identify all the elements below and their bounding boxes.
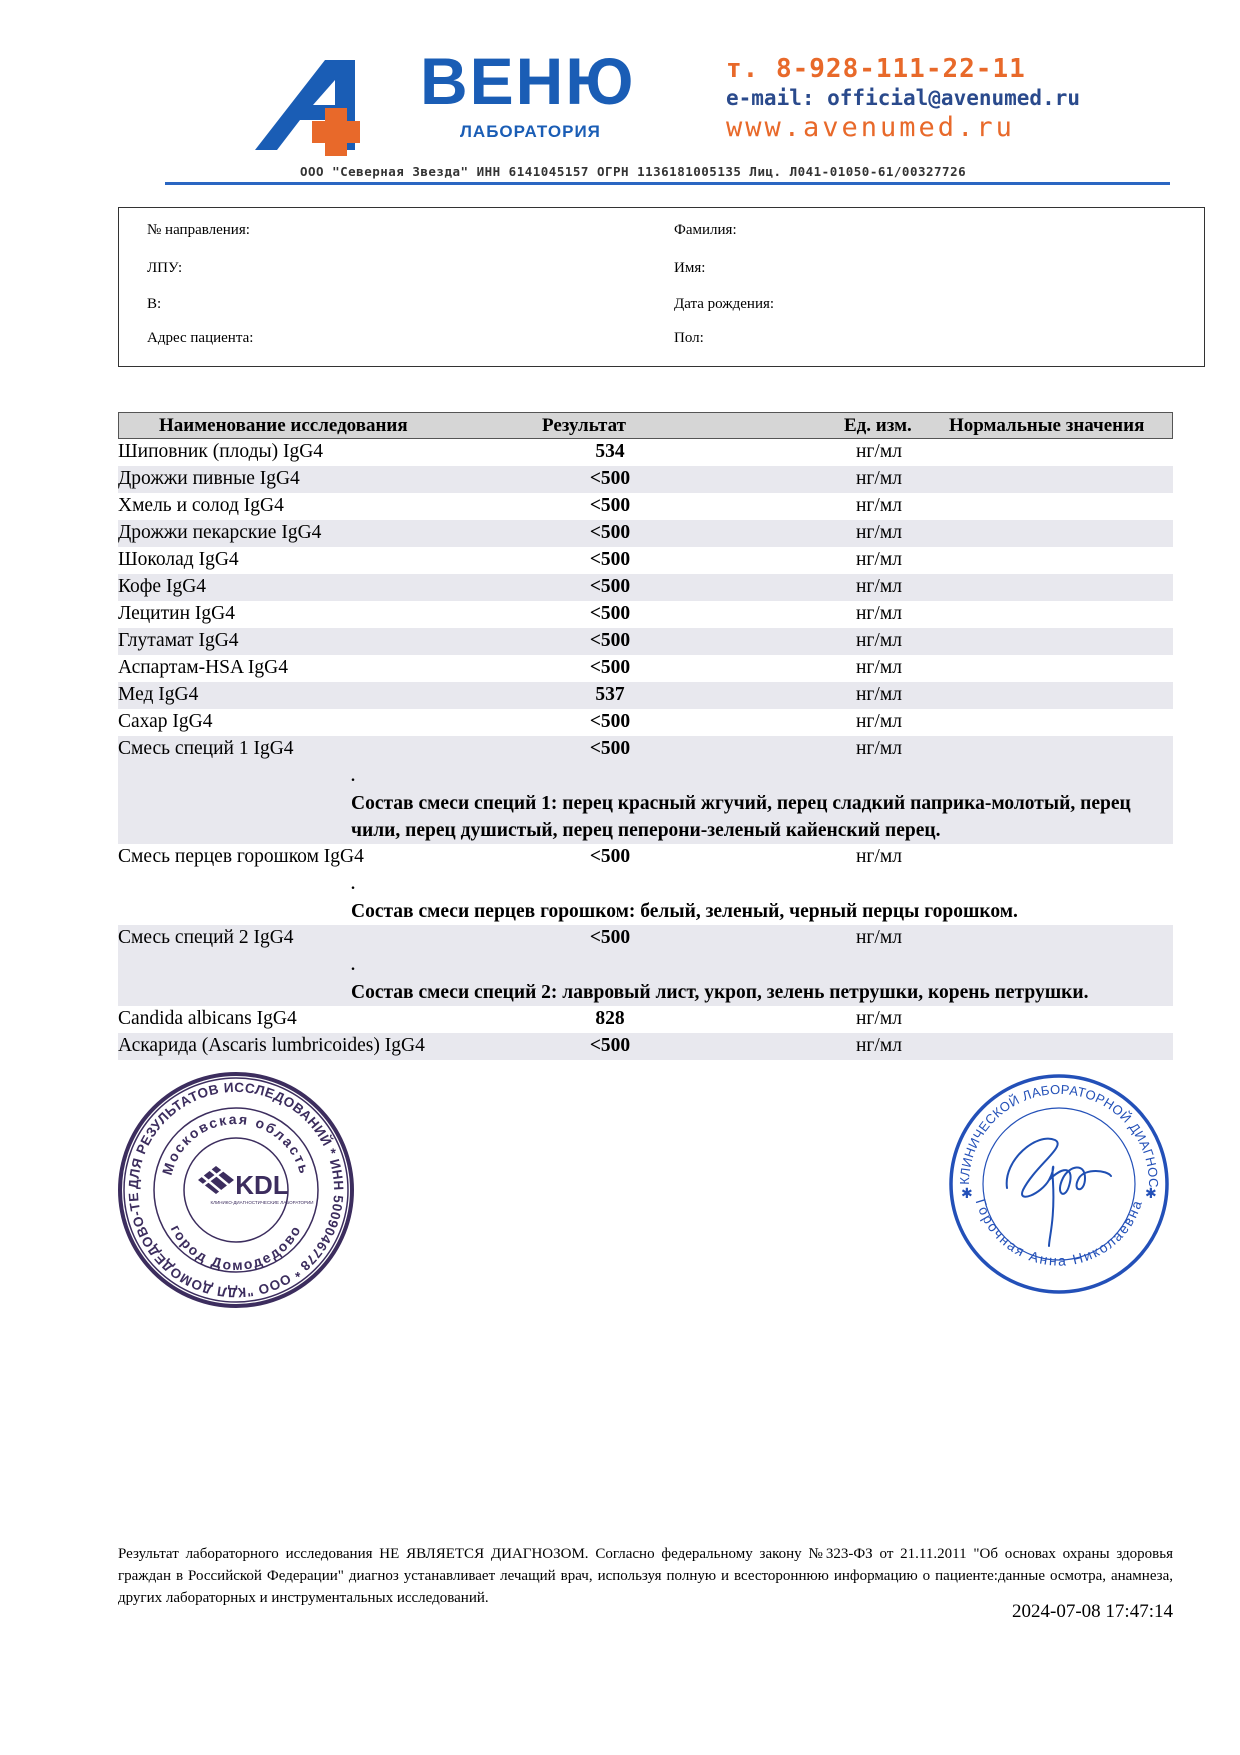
seal-outer-text: ДЛЯ РЕЗУЛЬТАТОВ ИССЛЕДОВАНИЙ * ИНН 5009046778 * ООО "КДЛ ДОМОДЕДОВО-ТЕ bbox=[125, 1079, 347, 1301]
doctor-stamp bbox=[945, 1070, 1173, 1303]
composition-note: Состав смеси специй 2: лавровый лист, укроп, зелень петрушки, корень петрушки. bbox=[351, 982, 1089, 1003]
test-unit: нг/мл bbox=[856, 549, 902, 570]
lab-seal-stamp bbox=[116, 1070, 356, 1315]
test-result: <500 bbox=[589, 495, 631, 516]
col-header-normal: Нормальные значения bbox=[949, 415, 1145, 436]
test-result: 537 bbox=[595, 684, 625, 705]
v-label: В: bbox=[147, 296, 162, 312]
test-unit: нг/мл bbox=[856, 657, 902, 678]
table-row bbox=[118, 493, 1173, 520]
table-row bbox=[118, 520, 1173, 547]
test-unit: нг/мл bbox=[856, 630, 902, 651]
test-unit: нг/мл bbox=[856, 522, 902, 543]
seal-region-text: Московская область bbox=[158, 1110, 314, 1177]
table-row-with-note bbox=[118, 844, 1173, 925]
stamp-name-text: Горочная Анна Николаевна bbox=[972, 1196, 1146, 1269]
test-result: <500 bbox=[589, 738, 631, 759]
brand-name: ВЕНЮ bbox=[420, 44, 636, 118]
patient-info-box bbox=[118, 207, 1205, 367]
table-row-with-note bbox=[118, 925, 1173, 1006]
table-row-with-note bbox=[118, 736, 1173, 844]
test-result: <500 bbox=[589, 630, 631, 651]
test-name: Кофе IgG4 bbox=[118, 576, 207, 597]
table-row bbox=[118, 736, 1173, 763]
test-name: Дрожжи пекарские IgG4 bbox=[118, 522, 322, 543]
surname-label: Фамилия: bbox=[674, 222, 737, 238]
test-name: Шоколад IgG4 bbox=[118, 549, 239, 570]
note-marker: . bbox=[351, 957, 355, 974]
name-label: Имя: bbox=[674, 260, 706, 276]
test-result: 828 bbox=[595, 1008, 625, 1029]
test-unit: нг/мл bbox=[856, 846, 902, 867]
header-divider bbox=[165, 182, 1170, 185]
test-name: Мед IgG4 bbox=[118, 684, 199, 705]
test-unit: нг/мл bbox=[856, 1035, 902, 1056]
test-unit: нг/мл bbox=[856, 603, 902, 624]
test-unit: нг/мл bbox=[856, 1008, 902, 1029]
test-unit: нг/мл bbox=[856, 927, 902, 948]
table-row bbox=[118, 439, 1173, 466]
table-row bbox=[118, 925, 1173, 952]
legal-disclaimer: Результат лабораторного исследования НЕ ЯВЛЯЕТСЯ ДИАГНОЗОМ. Согласно федеральному закону №323-ФЗ от 21.11.2011 "Об основах охраны здоровья граждан в Российской Федерации" диагноз устанавливает лечащий врач, используя полную и всестороннюю информацию о пациенте:данные осмотра, анамнеза, других лабораторных и инструментальных исследований. bbox=[118, 1546, 1173, 1606]
table-row bbox=[118, 1033, 1173, 1060]
seal-city-text: город Домодедово bbox=[167, 1221, 305, 1274]
test-name: Шиповник (плоды) IgG4 bbox=[118, 441, 324, 462]
table-row bbox=[118, 1006, 1173, 1033]
test-unit: нг/мл bbox=[856, 684, 902, 705]
svg-text:Горочная Анна Николаевна bbox=[973, 1197, 1146, 1269]
test-result: <500 bbox=[589, 576, 631, 597]
brand-subtitle: ЛАБОРАТОРИЯ bbox=[460, 122, 601, 141]
address-label: Адрес пациента: bbox=[147, 330, 254, 346]
table-row bbox=[118, 844, 1173, 871]
test-name: Смесь специй 2 IgG4 bbox=[118, 927, 294, 948]
dob-label: Дата рождения: bbox=[674, 296, 775, 312]
table-row bbox=[118, 655, 1173, 682]
table-row bbox=[118, 547, 1173, 574]
test-name: Лецитин IgG4 bbox=[118, 603, 235, 624]
registration-line: ООО "Северная Звезда" ИНН 6141045157 ОГРН 1136181005135 Лиц. Л041-01050-61/00327726 bbox=[300, 164, 967, 179]
kdl-logo-subtext: КЛИНИКО-ДИАГНОСТИЧЕСКИЕ ЛАБОРАТОРИИ bbox=[210, 1200, 314, 1205]
svg-text:Московская область bbox=[159, 1111, 313, 1177]
test-result: <500 bbox=[589, 549, 631, 570]
stamp-star-icon: ✱ bbox=[1145, 1186, 1157, 1202]
lpu-label: ЛПУ: bbox=[147, 260, 183, 276]
referral-label: № направления: bbox=[147, 222, 250, 238]
test-name: Сахар IgG4 bbox=[118, 711, 213, 732]
email-address: e-mail: official@avenumed.ru bbox=[726, 86, 1081, 110]
test-result: <500 bbox=[589, 1035, 631, 1056]
table-row bbox=[118, 628, 1173, 655]
test-name: Candida albicans IgG4 bbox=[118, 1008, 297, 1029]
kdl-logo-text: KDL bbox=[235, 1170, 289, 1200]
table-row bbox=[118, 709, 1173, 736]
test-unit: нг/мл bbox=[856, 711, 902, 732]
test-unit: нг/мл bbox=[856, 441, 902, 462]
stamp-title-text: КЛИНИЧЕСКОЙ ЛАБОРАТОРНОЙ ДИАГНОС bbox=[956, 1081, 1162, 1188]
kdl-logo-icon bbox=[198, 1166, 234, 1194]
test-unit: нг/мл bbox=[856, 468, 902, 489]
note-marker: . bbox=[351, 768, 355, 785]
contact-block bbox=[726, 54, 1080, 143]
table-row bbox=[118, 574, 1173, 601]
test-name: Смесь специй 1 IgG4 bbox=[118, 738, 294, 759]
table-row bbox=[118, 466, 1173, 493]
test-name: Смесь перцев горошком IgG4 bbox=[118, 846, 364, 867]
col-header-unit: Ед. изм. bbox=[844, 415, 912, 436]
test-unit: нг/мл bbox=[856, 738, 902, 759]
signature-icon bbox=[1007, 1139, 1111, 1246]
avenu-logo-icon bbox=[255, 50, 425, 160]
note-marker: . bbox=[351, 876, 355, 893]
test-result: <500 bbox=[589, 657, 631, 678]
phone-number: т. 8-928-111-22-11 bbox=[726, 54, 1026, 84]
test-result: <500 bbox=[589, 468, 631, 489]
printed-timestamp: 2024-07-08 17:47:14 bbox=[1012, 1601, 1173, 1622]
table-row bbox=[118, 682, 1173, 709]
test-unit: нг/мл bbox=[856, 495, 902, 516]
sex-label: Пол: bbox=[674, 330, 704, 346]
test-result: <500 bbox=[589, 711, 631, 732]
test-result: <500 bbox=[589, 522, 631, 543]
table-header bbox=[118, 412, 1173, 439]
test-result: <500 bbox=[589, 603, 631, 624]
test-name: Глутамат IgG4 bbox=[118, 630, 239, 651]
stamp-star-icon: ✱ bbox=[961, 1186, 973, 1202]
table-row bbox=[118, 601, 1173, 628]
col-header-name: Наименование исследования bbox=[159, 415, 408, 436]
test-unit: нг/мл bbox=[856, 576, 902, 597]
test-result: <500 bbox=[589, 927, 631, 948]
results-table bbox=[118, 412, 1173, 1060]
test-result: <500 bbox=[589, 846, 631, 867]
col-header-result: Результат bbox=[542, 415, 626, 436]
test-name: Аскарида (Ascaris lumbricoides) IgG4 bbox=[118, 1035, 425, 1056]
test-name: Хмель и солод IgG4 bbox=[118, 495, 284, 516]
test-name: Аспартам-HSA IgG4 bbox=[118, 657, 288, 678]
composition-note: Состав смеси перцев горошком: белый, зеленый, черный перцы горошком. bbox=[351, 901, 1018, 922]
lab-header bbox=[160, 40, 1180, 190]
test-name: Дрожжи пивные IgG4 bbox=[118, 468, 300, 489]
svg-text:город Домодедово bbox=[168, 1222, 305, 1273]
test-result: 534 bbox=[595, 441, 625, 462]
website-url: www.avenumed.ru bbox=[726, 112, 1015, 143]
composition-note: Состав смеси специй 1: перец красный жгучий, перец сладкий паприка-молотый, перец чили, перец душистый, перец пеперони-зеленый кайенский перец. bbox=[351, 793, 1131, 841]
